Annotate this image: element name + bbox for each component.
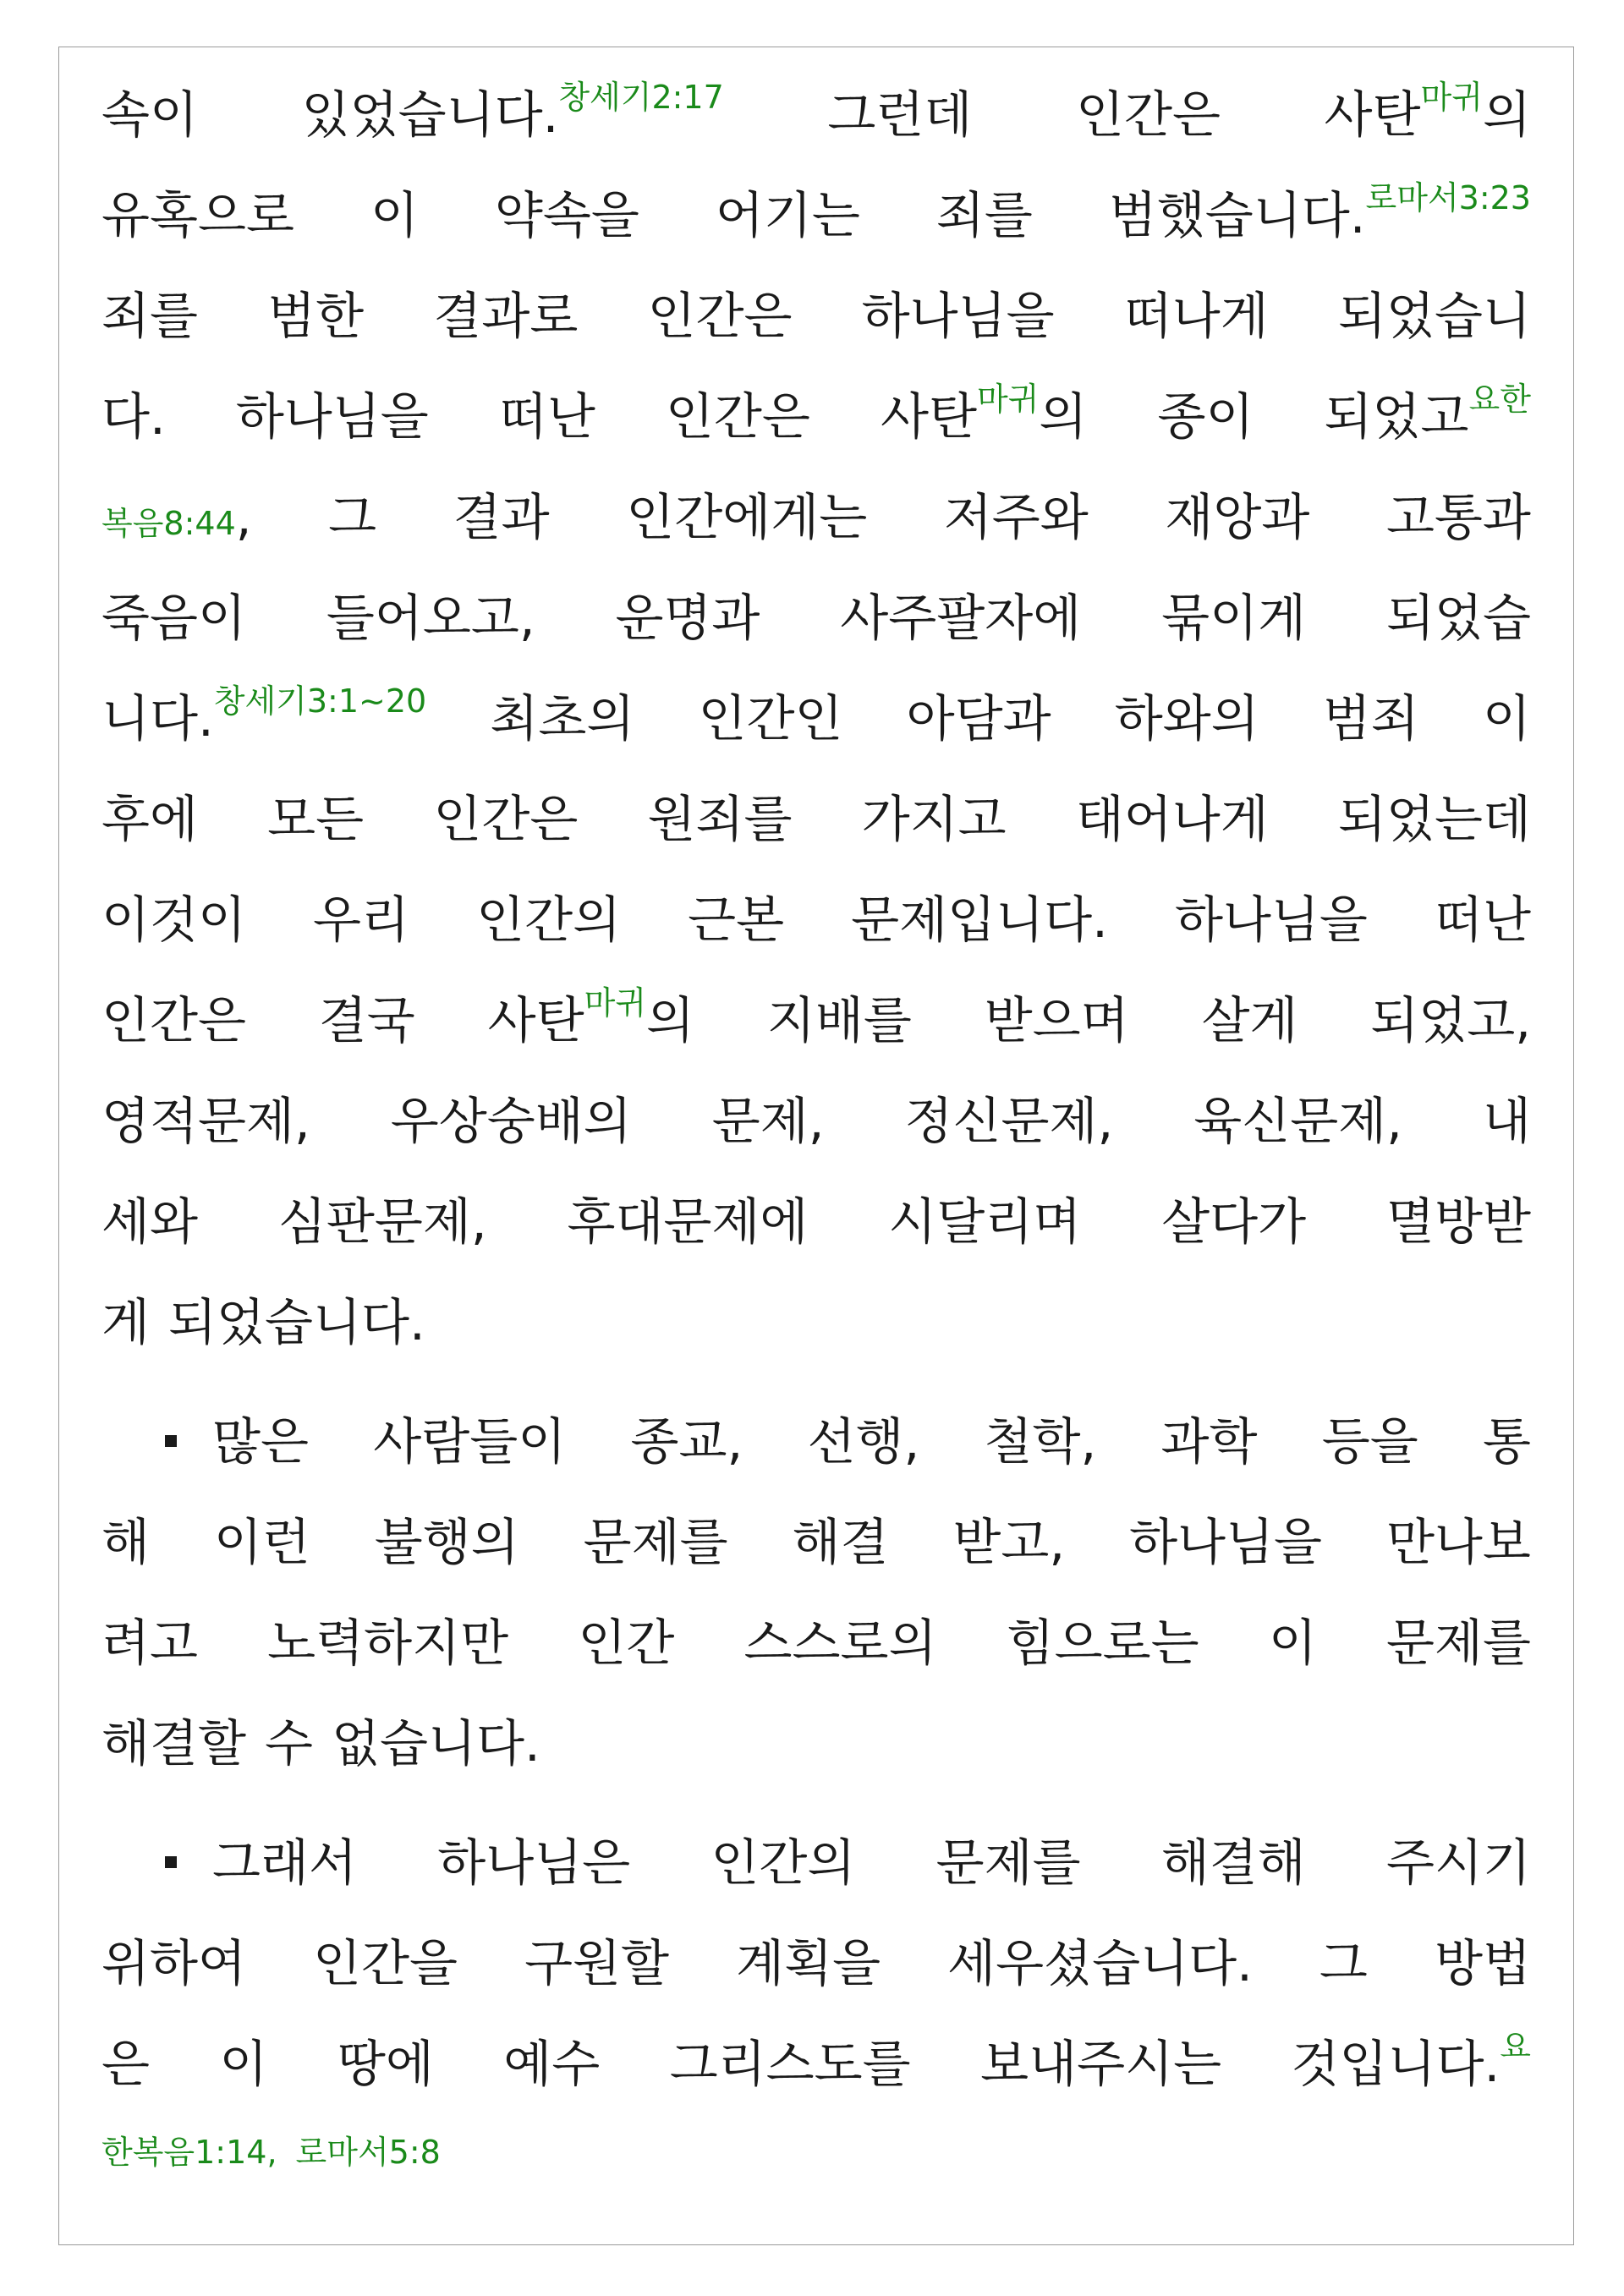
page-frame bbox=[58, 47, 1574, 2245]
text-line: 은 이 땅에 예수 그리스도를 보내주시는 것입니다.$^요$ bbox=[102, 2028, 1531, 2093]
text-line: 죽음이 들어오고, 운명과 사주팔자에 묶이게 되었습 bbox=[102, 589, 1531, 647]
text-line: 영적문제, 우상숭배의 문제, 정신문제, 육신문제, 내 bbox=[102, 1092, 1531, 1150]
gloss-note: 마귀 bbox=[1420, 79, 1483, 116]
text-line: 해 이런 불행의 문제를 해결 받고, 하나님을 만나보 bbox=[102, 1513, 1531, 1571]
text-line: 후에 모든 인간은 원죄를 가지고 태어나게 되었는데 bbox=[102, 790, 1531, 848]
scripture-reference: 로마서5:8 bbox=[295, 2134, 441, 2171]
scripture-reference: 한복음1:14, bbox=[102, 2134, 277, 2171]
scripture-reference: 로마서3:23 bbox=[1365, 179, 1531, 216]
text-line: 려고 노력하지만 인간 스스로의 힘으로는 이 문제를 bbox=[102, 1614, 1531, 1672]
text-line: 세와 심판문제, 후대문제에 시달리며 살다가 멸방받 bbox=[102, 1192, 1531, 1251]
bullet-square-icon bbox=[165, 1435, 177, 1447]
text-line: 인간은 결국 사탄$^{마귀}$의 지배를 받으며 살게 되었고, bbox=[102, 984, 1531, 1049]
scripture-reference: 창세기3:1~20 bbox=[213, 682, 427, 720]
document-body bbox=[102, 64, 1531, 2190]
scripture-reference: 요 bbox=[1500, 2028, 1531, 2065]
text-line: 유혹으로 이 약속을 어기는 죄를 범했습니다.$^{로마서3:23}$ bbox=[102, 179, 1531, 244]
text-line: 복음8:44, 그 결과 인간에게는 저주와 재앙과 고통과 bbox=[102, 488, 1531, 546]
bullet-paragraph-start: 그래서 하나님은 인간의 문제를 해결해 주시기 bbox=[102, 1812, 1531, 1913]
scripture-reference: 창세기2:17 bbox=[558, 79, 724, 116]
text-line: 죄를 범한 결과로 인간은 하나님을 떠나게 되었습니 bbox=[102, 287, 1531, 345]
text-line: 해결할 수 없습니다. bbox=[102, 1714, 540, 1773]
text-line: 이것이 우리 인간의 근본 문제입니다. 하나님을 떠난 bbox=[102, 890, 1531, 949]
scripture-reference: 복음8:44 bbox=[102, 505, 236, 542]
bullet-square-icon bbox=[165, 1856, 177, 1868]
text-line: 니다.$^{창세기3:1\sim 20}$ 최초의 인간인 아담과 하와의 범죄 이 bbox=[102, 682, 1531, 748]
scripture-reference: 요한 bbox=[1468, 381, 1531, 418]
text-line bbox=[102, 2114, 1531, 2190]
gloss-note: 마귀 bbox=[584, 984, 647, 1022]
text-line: 위하여 인간을 구원할 계획을 세우셨습니다. 그 방법 bbox=[102, 1934, 1531, 1992]
gloss-note: 마귀 bbox=[976, 381, 1040, 418]
text-line: 게 되었습니다. bbox=[102, 1293, 425, 1351]
text-line: 속이 있었습니다.$^{창세기2:17}$ 그런데 인간은 사탄$^{마귀}$의 bbox=[102, 79, 1531, 144]
text-line: 다. 하나님을 떠난 인간은 사탄$^{마귀}$의 종이 되었고$^{요한}$ bbox=[102, 381, 1531, 446]
bullet-paragraph-start: 많은 사람들이 종교, 선행, 철학, 과학 등을 통 bbox=[102, 1391, 1531, 1492]
